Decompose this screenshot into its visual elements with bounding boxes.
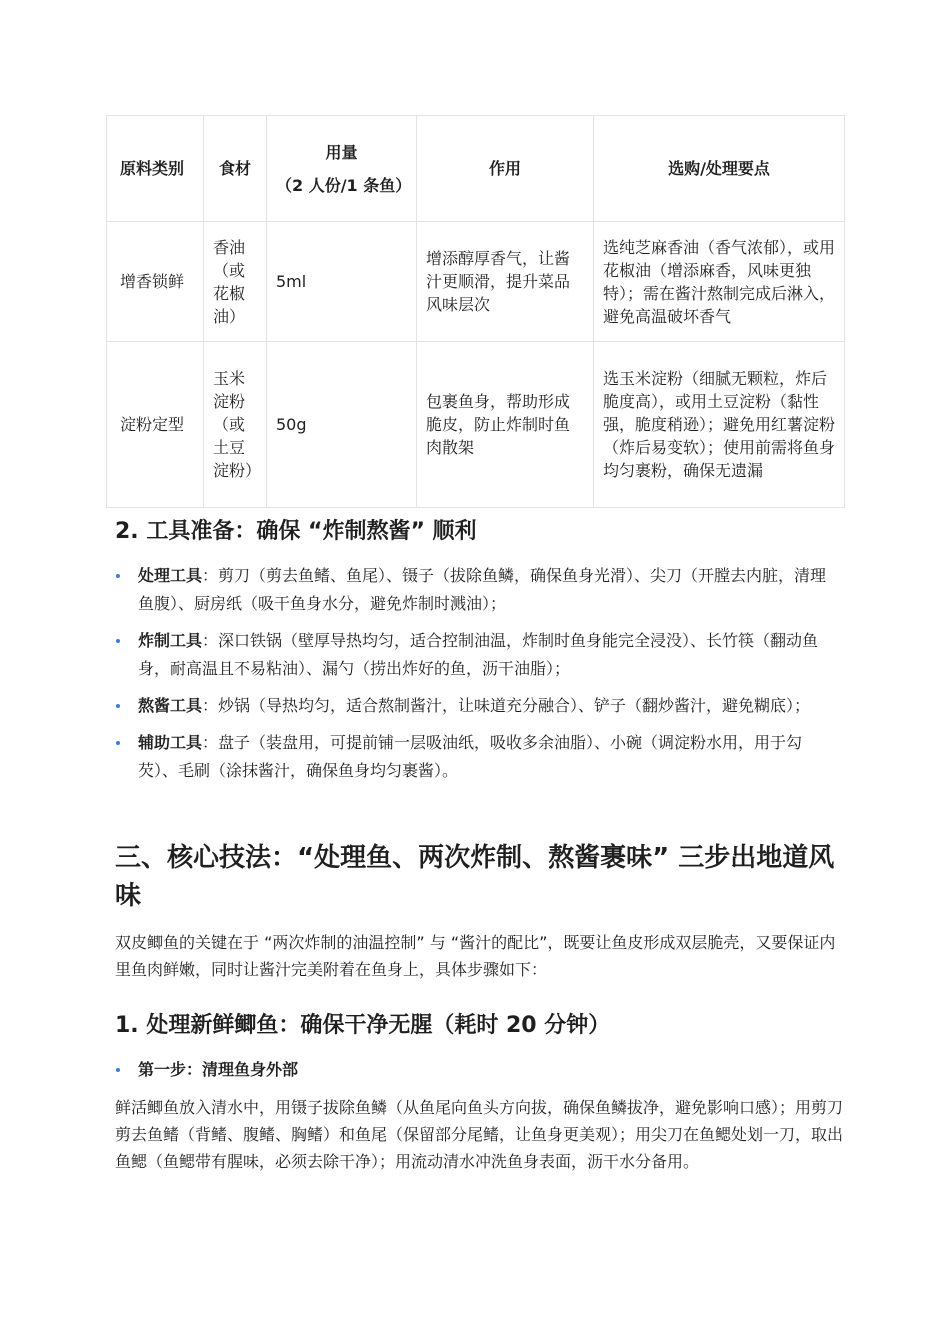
header-amount-title: 用量 (325, 142, 358, 162)
table-header-row (107, 116, 845, 222)
step-list (115, 1056, 835, 1084)
bullet-icon (116, 741, 120, 745)
cell-tips: 选纯芝麻香油（香气浓郁），或用花椒油（增添麻香，风味更独特）；需在酱汁熬制完成后淋入，避免高温破坏香气 (594, 222, 845, 342)
list-item (115, 729, 835, 785)
cell-category: 增香锁鲜 (107, 222, 204, 342)
tools-heading: 2. 工具准备：确保 “炸制熬酱” 顺利 (115, 519, 477, 544)
cell-role: 包裹鱼身，帮助形成脆皮，防止炸制时鱼肉散架 (417, 342, 594, 508)
technique-heading: 三、核心技法：“处理鱼、两次炸制、熬酱裹味” 三步出地道风味 (115, 843, 835, 911)
list-item (115, 562, 835, 618)
item-label: 熬酱工具 (138, 696, 203, 715)
item-text: ：炒锅（导热均匀，适合熬制酱汁，让味道充分融合）、铲子（翻炒酱汁，避免糊底）； (202, 696, 811, 715)
header-amount (267, 116, 417, 222)
ingredients-table (106, 115, 845, 508)
cell-role: 增添醇厚香气，让酱汁更顺滑，提升菜品风味层次 (417, 222, 594, 342)
cell-ingredient: 玉米淀粉（或土豆淀粉） (204, 342, 267, 508)
cell-amount: 50g (267, 342, 417, 508)
list-item (115, 627, 835, 683)
cell-ingredient: 香油（或花椒油） (204, 222, 267, 342)
item-label: 辅助工具 (138, 733, 203, 752)
step-label: 第一步：清理鱼身外部 (138, 1060, 299, 1079)
step-text: 鲜活鲫鱼放入清水中，用镊子拔除鱼鳞（从鱼尾向鱼头方向拔，确保鱼鳞拔净，避免影响口感）；用剪刀剪去鱼鳍（背鳍、腹鳍、胸鳍）和鱼尾（保留部分尾鳍，让鱼身更美观）；用尖刀在鱼鳃处划一刀，取出鱼鳃（鱼鳃带有腥味，必须去除干净）；用流动清水冲洗鱼身表面，沥干水分备用。 (115, 1098, 844, 1171)
item-text: ：盘子（装盘用，可提前铺一层吸油纸，吸收多余油脂）、小碗（调淀粉水用，用于勾芡）、毛刷（涂抹酱汁，确保鱼身均匀裹酱）。 (138, 733, 803, 780)
technique-intro: 双皮鲫鱼的关键在于 “两次炸制的油温控制” 与 “酱汁的配比”，既要让鱼皮形成双层脆壳，又要保证内里鱼肉鲜嫩，同时让酱汁完美附着在鱼身上，具体步骤如下： (115, 933, 836, 979)
header-ingredient: 食材 (204, 116, 267, 222)
header-role: 作用 (417, 116, 594, 222)
bullet-icon (116, 1068, 120, 1072)
tools-list (115, 562, 835, 785)
bullet-icon (116, 639, 120, 643)
item-label: 炸制工具 (138, 631, 203, 650)
bullet-icon (116, 704, 120, 708)
item-label: 处理工具 (138, 566, 203, 585)
list-item (115, 692, 835, 720)
header-tips: 选购/处理要点 (594, 116, 845, 222)
header-category: 原料类别 (107, 116, 204, 222)
cell-amount: 5ml (267, 222, 417, 342)
bullet-icon (116, 574, 120, 578)
item-text: ：剪刀（剪去鱼鳍、鱼尾）、镊子（拔除鱼鳞，确保鱼身光滑）、尖刀（开膛去内脏，清理鱼腹）、厨房纸（吸干鱼身水分，避免炸制时溅油）； (138, 566, 827, 613)
table-row (107, 342, 845, 508)
cell-tips: 选玉米淀粉（细腻无颗粒，炸后脆度高），或用土豆淀粉（黏性强，脆度稍逊）；避免用红薯淀粉（炸后易变软）；使用前需将鱼身均匀裹粉，确保无遗漏 (594, 342, 845, 508)
list-item (115, 1056, 835, 1084)
item-text: ：深口铁锅（壁厚导热均匀，适合控制油温，炸制时鱼身能完全浸没）、长竹筷（翻动鱼身，耐高温且不易粘油）、漏勺（捞出炸好的鱼，沥干油脂）； (138, 631, 819, 678)
table-row (107, 222, 845, 342)
step-subheading: 1. 处理新鲜鲫鱼：确保干净无腥（耗时 20 分钟） (115, 1013, 611, 1038)
cell-category: 淀粉定型 (107, 342, 204, 508)
header-amount-note: （2 人份/1 条鱼） (276, 175, 412, 195)
